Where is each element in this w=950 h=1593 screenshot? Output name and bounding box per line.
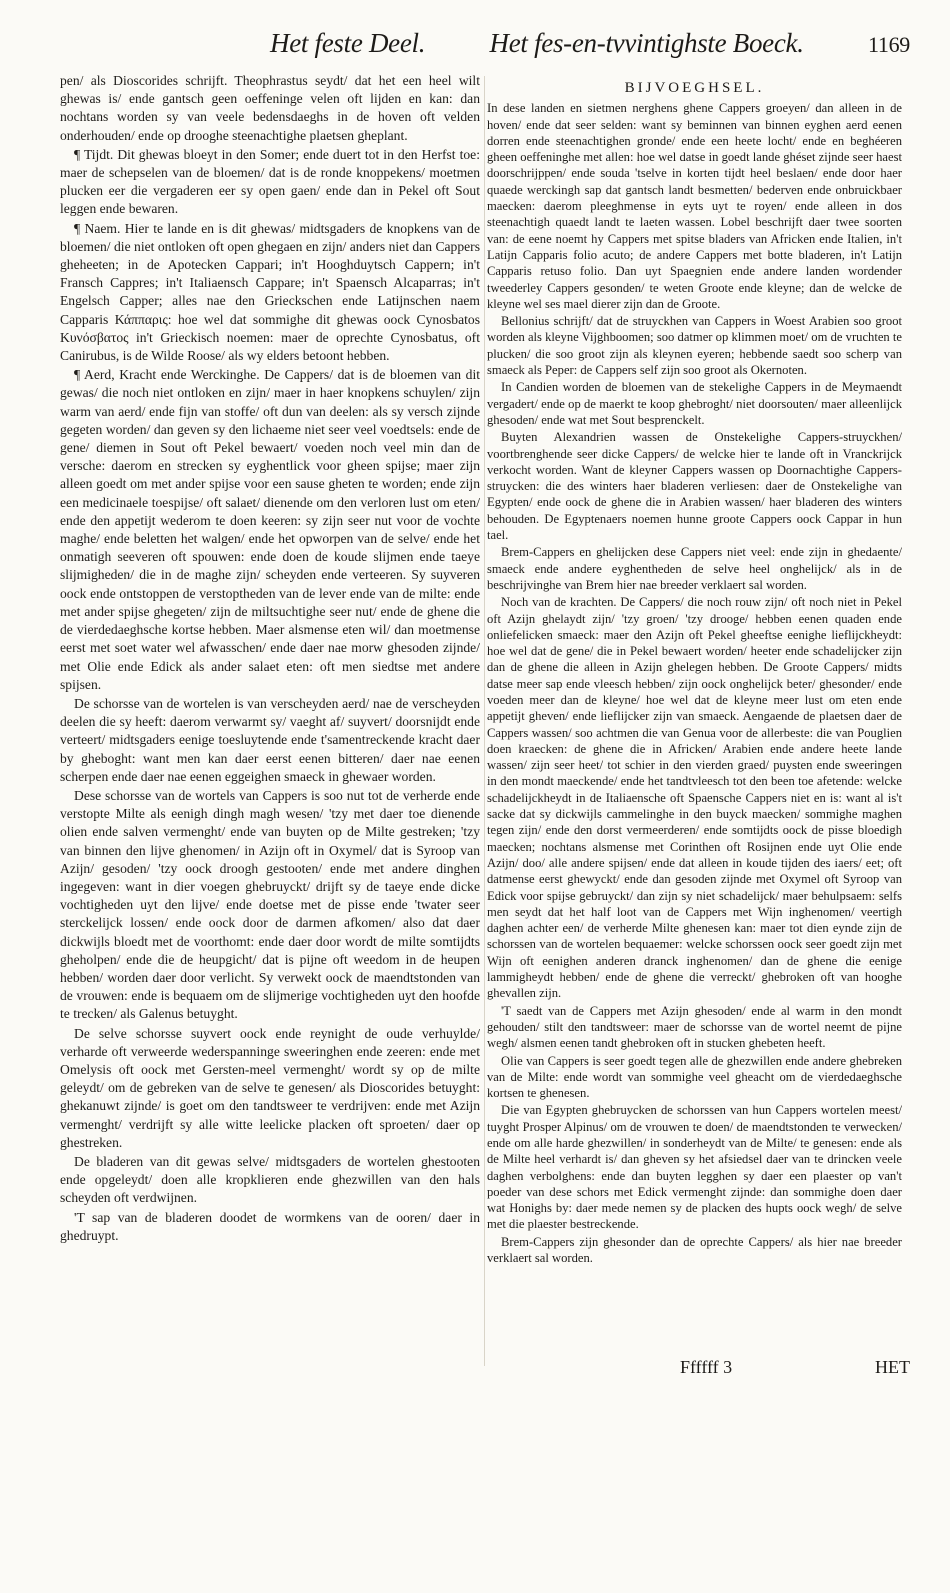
section-title: BIJVOEGHSEL.: [624, 80, 765, 96]
paragraph: Dese schorsse van de wortels van Cappers is soo nut tot de verherde ende verstopte Milte als eenigh dingh magh wesen/ 'tzy met daer toe dienende olien ende salven vermenght/ ende van buyten op de Milte gestreken; 'tzy van binnen den lijve ghenomen/ in Azijn oft in Oxymel/ dat is Syroop van Azijn/ gesoden/ 'tzy oock droogh gestooten/ ende met andere dinghen ingegeven: want in dier voegen ghebruyckt/ drijft sy de taeye ende dicke vochtigheden uyt den lijve/ ende doetse met de pisse ende 'twater seer sterckelijck lossen/ ende oock door de darmen afkomen/ also dat daer dickwijls bloedt met de voorthomt: ende daer door wordt de milte somtijdts gheholpen/ ende die de heupgicht/ dat is pijne oft weedom in de heupen hebben/ worden daer door verlicht. Sy verwekt oock de maendtstonden van de vrouwen: ende is bequaem om de slijmerige vochtigheden uyt den hoofde te trecken/ als Galenus betuyght.: [60, 787, 480, 1022]
paragraph: Brem-Cappers zijn ghesonder dan de oprechte Cappers/ als hier nae breeder verklaert sal worden.: [487, 1234, 902, 1266]
paragraph: Die van Egypten ghebruycken de schorssen van hun Cappers wortelen meest/ tuyght Prosper Alpinus/ om de vrouwen te doen/ de maendtstonden te verwecken/ ende om alle harde ghezwillen/ in sonderheydt van de Milte/ te genesen: ende als de Milte heel verhardt is/ dan gheven sy het afsiedsel daer van te drincken veele daghen verbolghens: ende dan buyten legghen sy daer een plaester op van't poeder van dese schors met Edick vermenght zijnde: dan sommighe doen daer wat Honighs by: daer mede nemen sy de placken des hupts oock wegh/ de selve met die plaester bestreckende.: [487, 1103, 902, 1232]
paragraph: De bladeren van dit gewas selve/ midtsgaders de wortelen ghestooten ende opgeleydt/ doen alle kropklieren ende ghezwillen van den hals scheyden oft verdwijnen.: [60, 1153, 480, 1206]
paragraph: pen/ als Dioscorides schrijft. Theophrastus seydt/ dat het een heel wilt ghewas is/ ende gantsch geen oeffeninge velen oft lijden en kan: dan nochtans worden sy van veele bedensdaeghs in de hoven oft velden onderhouden/ ende op drooghe steenachtighe plaetsen gheplant.: [60, 73, 480, 143]
running-header: [270, 28, 910, 68]
paragraph: 'T saedt van de Cappers met Azijn ghesoden/ ende al warm in den mondt gehouden/ stilt den tandtsweer: maer de schorsse van de wortel neemt de pijne wegh/ alsmen eenen tandt ghebroken oft in stucken ghebeten heeft.: [487, 1003, 902, 1051]
signature-mark: Ffffff 3: [680, 1357, 733, 1377]
column-divider: [484, 76, 485, 1366]
paragraph: In Candien worden de bloemen van de stekelighe Cappers in de Meymaendt vergadert/ ende op de maerkt te koop ghebroght/ niet doorsouten/ maer alleenlijck ghesoden/ ende wat met Sout besprenckelt.: [487, 380, 902, 427]
paragraph: ¶ Aerd, Kracht ende Werckinghe. De Cappers/ dat is de bloemen van dit gewas/ die noch niet ontloken en zijn/ maer in haer knopkens schuylen/ zijn warm van aerd/ ende fijn van stoffe/ oft dun van deelen: als sy versch zijnde gegeten worden/ dan geven sy den lichaeme niet seer veel voedtsels: ende de gene/ diemen in Sout oft Pekel bewaert/ voeden noch veel min dan de versche: daerom en strecken sy eyghentlick voor gheen spijse; maer zijn alleen goedt om met ander spijse voor een sause gheten te worden; ende zijn een medicinaele toespijse/ oft salaet/ dienende om den verloren lust om eten/ ende den appetijt wederom te doen keeren: sy zijn seer nut voor de vochte maghe/ ende beletten het walgen/ ende het opworpen van de selve/ ende het onmatigh seeveren oft spouwen: ende doen de koude slijmen ende taeye slijmigheden/ die in de maghe zijn/ scheyden ende verteeren. Sy suyveren oock ende ontstoppen de verstoptheden van de lever ende van de milte: ende met ander spijse ghegeten/ zijn de miltsuchtighe seer nut/ ende de ghene die de vierdedaeghsche kortse hebben. Maer alsmense eten wil/ dan moetmense eerst met soet water wel afwasschen/ ende daer nae morw ghesoden zijnde/ met Olie ende Edick als ander salaet eten: oft men siedtse met andere spijsen.: [60, 367, 480, 692]
paragraph: ¶ Naem. Hier te lande en is dit ghewas/ midtsgaders de knopkens van de bloemen/ die niet ontloken oft open ghegaen en zijn/ anders niet dan Cappers gheheeten; in de Apotecken Cappari; in't Hooghduytsch Cappern; in't Fransch Cappres; in't Italiaensch Cappare; in't Spaensch Alcaparras; in't Engelsch Capper; alles nae den Grieckschen ende Latijnschen naem Capparis Κάππαρις: hoe wel dat sommighe dit ghewas oock Cynosbatos Κυνόσβατος in't Grieckisch noemen: maer de oprechte Cynosbatus, oft Canirubus, is de Wilde Roose/ als wy elders betoont hebben.: [60, 220, 480, 364]
left-column: [60, 72, 480, 1382]
catchword: HET: [875, 1357, 910, 1377]
paragraph: Brem-Cappers en ghelijcken dese Cappers niet veel: ende zijn in ghedaente/ smaeck ende andere eyghentheden de selve heel onghelijck/ als in de beschrijvinghe van Brem hier nae breeder verklaert sal worden.: [487, 545, 902, 592]
paragraph: Buyten Alexandrien wassen de Onstekelighe Cappers-struyckhen/ voortbrenghende seer dicke Cappers/ de welcke hier te lande oft in Vranckrijck verkocht worden. Want de kleyner Cappers wassen op Doornachtighe Cappers-struycken: die des winters haer bladeren verliesen: daer de Onstekelighe van Egypten/ ende oock de ghene die in Arabien wassen/ haer bladeren des winters behouden. De Egyptenaers noemen hunne groote Cappers oock Cappar in hun tael.: [487, 430, 902, 543]
header-book: Het fes-en-tvvintighste Boeck.: [489, 28, 804, 58]
page-number: 1169: [868, 32, 910, 57]
paragraph: ¶ Tijdt. Dit ghewas bloeyt in den Somer; ende duert tot in den Herfst toe: maer de schepselen van de bloemen/ dat is de ronde knoppekens/ moetmen plucken eer die vergaderen eer sy open gaen/ ende dan in Pekel oft Sout leggen ende bewaren.: [60, 146, 480, 217]
paragraph: Bellonius schrijft/ dat de struyckhen van Cappers in Woest Arabien soo groot worden als kleyne Vijghboomen; soo datmer op klimmen moet/ om de vruchten te plucken/ die soo groot zijn als kleynen eyeren; hebbende saedt soo scherp van smaeck als Peper: de Cappers self zijn soo groot als Okernoten.: [487, 314, 902, 378]
paragraph: In dese landen en sietmen nerghens ghene Cappers groeyen/ dan alleen in de hoven/ ende dat seer selden: want sy beminnen van binnen eyghen aerd eenen dorren ende steenachtighen gronde/ ende een heete locht/ ende en beghéeren gheen oeffeninghe met allen: hoe wel datse in goedt lande ghéset zijnde seer haest doorschrijppen/ ende souda 'tselve in korten tijdt heel beslaen/ ende door haer quaede werckingh sap dat gantsch landt besmetten/ bederven ende onbruickbaer maecken: daerom pleeghmense in eyts uyt te royen/ ende alleen in dos steenachtigh quaedt landt te laeten wassen. Lobel beschrijft daer twee soorten van: de eene noemt hy Cappers met spitse bladers van Africken ende Italien, in't Latijn Capparis folio acuto; de andere Cappers met botte bladeren, in't Latijn Capparis retuso folio. Dan uyt Spaegnien ende andere landen wordender tweederley Cappers gesonden/ te weten Groote ende kleyne; dan de welcke de kleyne wel ses mael dierer zijn dan de Groote.: [487, 101, 902, 311]
header-part: Het feste Deel.: [270, 28, 426, 58]
paragraph: 'T sap van de bladeren doodet de wormkens van de ooren/ daer in ghedruypt.: [60, 1209, 480, 1243]
paragraph: Olie van Cappers is seer goedt tegen alle de ghezwillen ende andere ghebreken van de Milte: ende wordt van sommighe veel gheacht om de vierdedaeghsche kortsen te ghenesen.: [487, 1053, 902, 1101]
paragraph: De schorsse van de wortelen is van verscheyden aerd/ nae de verscheyden deelen die sy heeft: daerom verwarmt sy/ vaeght af/ suyvert/ doorsnijdt ende verteert/ midtsgaders eenige toesluytende ende t'samentreckende kracht daer by gheboght: want men kan daer eerst eenen bitteren/ daer nae eenen scherpen ende daer nae eenen eggeighen smaeck in ghewaer worden.: [60, 695, 480, 784]
paragraph: De selve schorsse suyvert oock ende reynight de oude verhuylde/ verharde oft verweerde wederspanninge sweeringhen ende zeeren: ende met Omelysis oft oock met Gersten-meel vermenght/ wordt sy op de milte geleydt/ om de gebreken van de selve te genesen/ als Dioscorides betuyght: ghekanuwt zijnde/ is goet om den tandtsweer te verdrijven: ende met Azijn vermenght/ verdrijft sy alle witte leelicke placken oft sproeten/ daer op ghestreken.: [60, 1025, 480, 1150]
paragraph: Noch van de krachten. De Cappers/ die noch rouw zijn/ oft noch niet in Pekel oft Azijn ghelaydt zijn/ 'tzy groen/ 'tzy drooge/ hebben eenen quaden ende onliefelicken smaeck: maer den Azijn oft Pekel gheeftse eenighe lieflijckheydt: hoe wel dat de gene/ die in Pekel bewaert worden/ heeter ende schadelijcker zijn dan de ghene die alleen in Azijn ghelegen hebben. De Groote Cappers/ midts datse meer sap ende vleesch hebben/ zijn oock onghelijck beter/ ghesonder/ ende voeden meer dan de kleyne/ hoe wel dat de kleyne meer lust om eten ende appetijt gheven/ ende lieflijcker zijn van smaeck. Aengaende de plaetsen daer de Cappers wassen/ soo achtmen die van Genua voor de allerbeste: die van Pouglien doen kraecken: de ghene die in Africken/ Arabien ende andere heete lande wassen/ zijn seer heet/ tot schier in den vierden graed/ puysten ende sweeringen in den mondt maeckende/ ende het tandtvleesch tot den been toe afetende: welcke schadelijckheydt in de Italiaensche oft Spaensche Cappers niet en is: want al is't sacke dat sy dickwijls cammelinghe in den buyck maecken/ sommighe maghen tegen zijn/ ende den dorst vermeerderen/ ende somtijdts oock de pisse bloedigh maecken; nochtans alsmense met Corinthen oft Rosijnen ende uyt Olie ende Azijn/ doo/ alle andere spijsen/ ende dat alleen in koude tijden des iaers/ eet; oft datmense eerst ghewyckt/ ende dan gesoden zijnde met Oxymel oft Syroop van Edick voor spijse gebruyckt/ dan zijn sy niet schadelijck/ maer behulpsaem: selfs men seydt dat het half loot van de Cappers met Wijn inghenomen/ veertigh daghen achter een/ de verherde Milte ghenesen kan: maer tot dien eynde zijn de schorssen van de wortelen bequaemer: welcke schorssen oock seer goedt zijn met Wijn oft eenighen anderen dranck inghenomen/ dan de ghene die eenige lammigheydt hebben/ ende de ghene die verreckt/ ghebroken oft van hooghe ghevallen zijn.: [487, 595, 902, 1001]
page-footer: [680, 1357, 910, 1378]
right-column: [487, 72, 902, 1382]
